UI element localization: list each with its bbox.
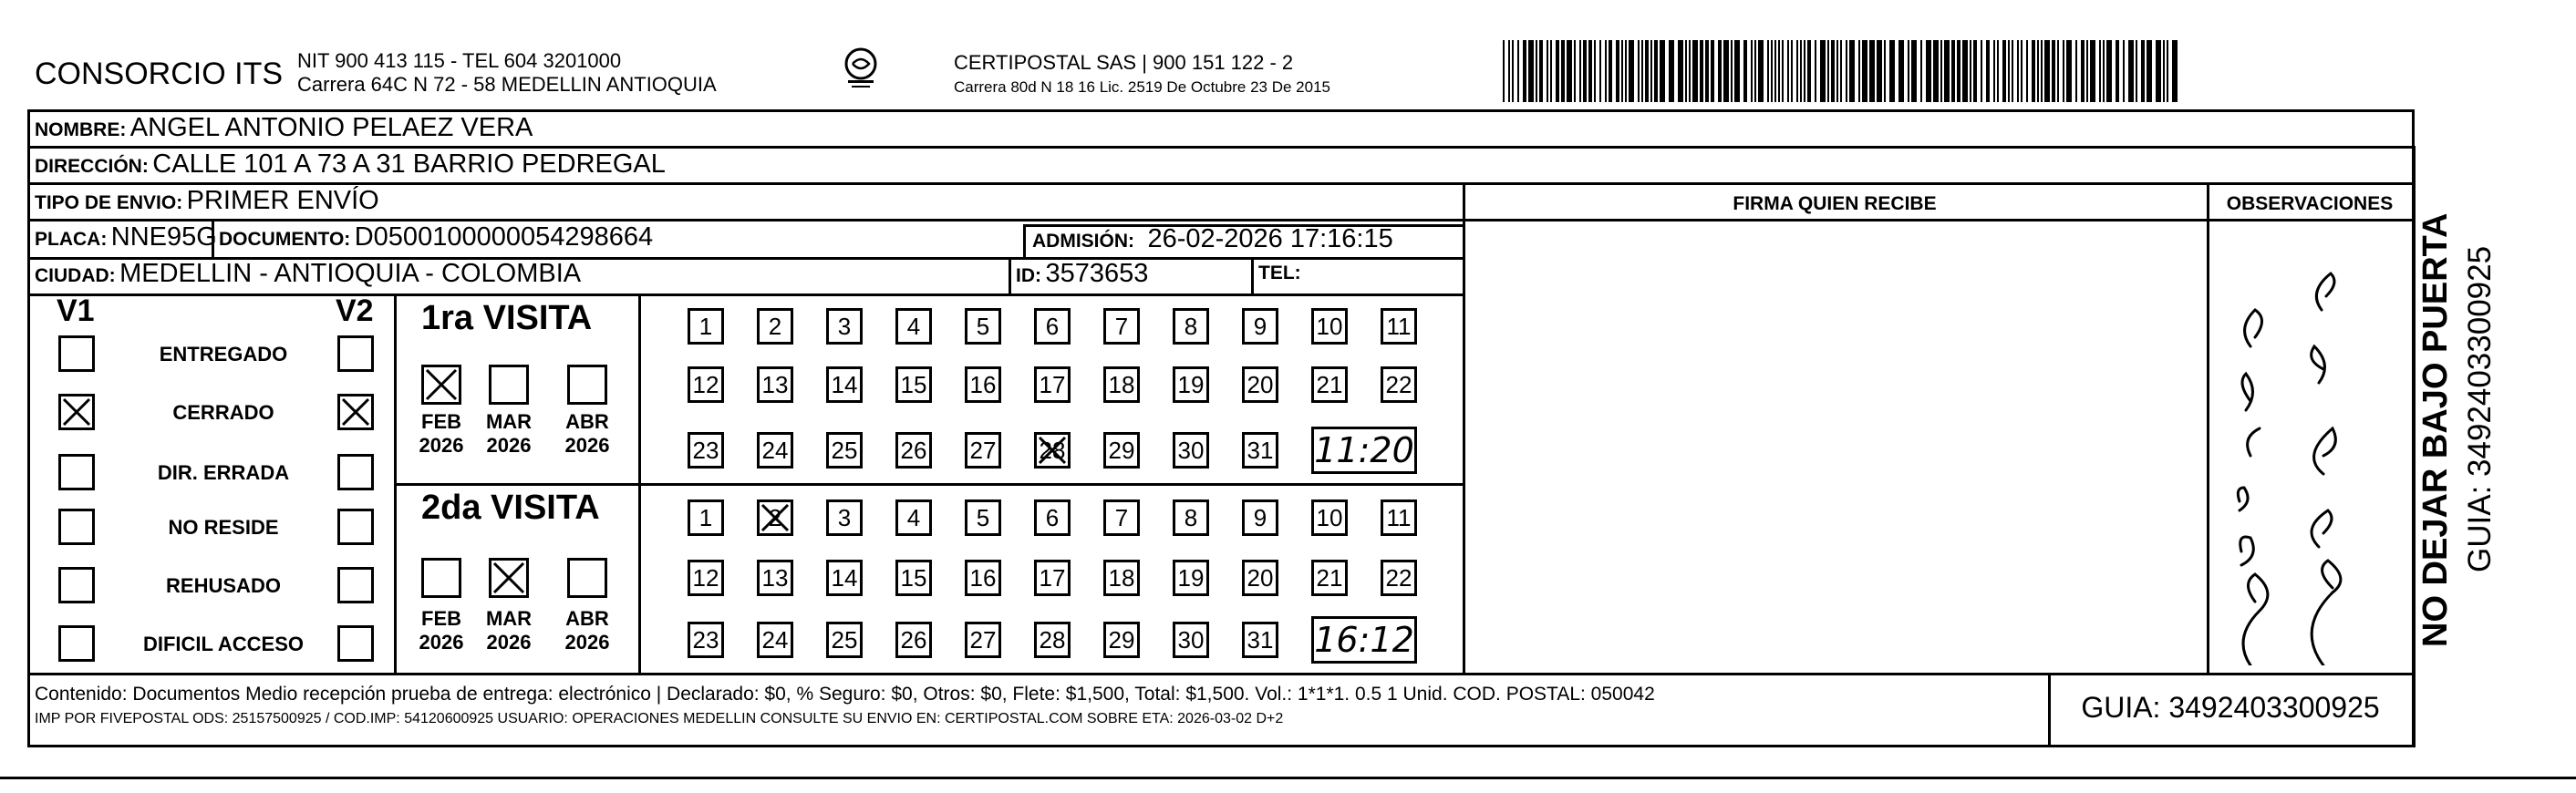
day-number: 11: [1386, 313, 1412, 340]
day-number: 13: [761, 371, 789, 398]
day-number: 31: [1247, 626, 1274, 654]
day-number: 6: [1045, 313, 1060, 340]
month-label: FEB: [421, 410, 461, 433]
firma-header: FIRMA QUIEN RECIBE: [1733, 193, 1937, 214]
status-label: DIR. ERRADA: [157, 461, 290, 484]
handwritten-signature: [2214, 237, 2407, 670]
company-name: CONSORCIO ITS: [35, 57, 284, 91]
day-box[interactable]: [895, 308, 932, 345]
admision-label: ADMISIÓN:: [1032, 231, 1134, 252]
day-box[interactable]: [1034, 622, 1071, 658]
certipostal-logo-icon: [835, 46, 886, 97]
id-cell: [1016, 259, 1148, 289]
visit2-title: 2da VISITA: [421, 489, 600, 527]
direccion-row: [35, 149, 666, 180]
day-number: 4: [906, 313, 921, 340]
day-box[interactable]: [1103, 308, 1140, 345]
day-number: 15: [900, 371, 927, 398]
barcode-icon: [1503, 40, 2179, 102]
day-number: 27: [969, 437, 997, 464]
day-box[interactable]: [965, 560, 1001, 596]
v2-checkbox[interactable]: [337, 509, 374, 545]
day-number: 16: [969, 564, 997, 592]
day-number: 12: [692, 564, 719, 592]
day-box[interactable]: [1242, 308, 1278, 345]
month-checkbox[interactable]: [421, 365, 461, 405]
day-number: 22: [1385, 564, 1412, 592]
courier-name: CERTIPOSTAL SAS | 900 151 122 - 2: [954, 51, 1294, 74]
day-box[interactable]: [688, 560, 724, 596]
day-number: 18: [1108, 564, 1135, 592]
status-label: NO RESIDE: [168, 516, 279, 539]
day-number: 22: [1385, 371, 1412, 398]
day-number: 7: [1114, 504, 1129, 531]
day-number: 14: [831, 371, 858, 398]
day-box[interactable]: [688, 432, 724, 469]
day-box[interactable]: [1381, 499, 1417, 536]
v2-checkbox[interactable]: [337, 394, 374, 430]
day-box[interactable]: [757, 622, 793, 658]
day-box[interactable]: [1103, 560, 1140, 596]
month-label: MAR: [485, 410, 533, 433]
day-box[interactable]: [1311, 499, 1348, 536]
x-mark-icon: [760, 502, 791, 533]
day-box[interactable]: [826, 366, 863, 403]
nombre-label: NOMBRE:: [35, 119, 127, 140]
side-guia: GUIA: 3492403300925: [2462, 245, 2498, 572]
day-box[interactable]: [1103, 499, 1140, 536]
month-checkbox[interactable]: [421, 558, 461, 598]
day-box[interactable]: [757, 366, 793, 403]
day-box[interactable]: [965, 499, 1001, 536]
day-number: 26: [900, 437, 927, 464]
day-number: 9: [1253, 504, 1267, 531]
day-number: 25: [831, 626, 858, 654]
v1-checkbox[interactable]: [58, 625, 95, 662]
v1-checkbox[interactable]: [58, 335, 95, 372]
day-box[interactable]: [688, 622, 724, 658]
day-box[interactable]: [1034, 499, 1071, 536]
day-number: 25: [831, 437, 858, 464]
x-mark-icon: [491, 561, 526, 595]
v2-checkbox[interactable]: [337, 625, 374, 662]
day-number: 6: [1045, 504, 1060, 531]
day-box[interactable]: [826, 622, 863, 658]
day-box[interactable]: [1173, 560, 1209, 596]
day-box[interactable]: [895, 622, 932, 658]
day-box[interactable]: [1034, 432, 1071, 469]
month-year: 2026: [486, 434, 532, 457]
documento-cell: [219, 222, 653, 252]
day-box[interactable]: [1173, 622, 1209, 658]
v2-checkbox[interactable]: [337, 335, 374, 372]
day-number: 27: [969, 626, 997, 654]
day-number: 10: [1316, 313, 1343, 340]
day-number: 24: [761, 437, 789, 464]
time-box[interactable]: 11:20: [1311, 427, 1417, 474]
day-box[interactable]: [688, 308, 724, 345]
day-box[interactable]: [688, 499, 724, 536]
day-box[interactable]: [1173, 308, 1209, 345]
day-number: 26: [900, 626, 927, 654]
x-mark-icon: [424, 367, 459, 402]
x-mark-icon: [1037, 435, 1068, 466]
day-box[interactable]: [1103, 432, 1140, 469]
documento-value: D0500100000054298664: [354, 222, 654, 252]
day-number: 2: [768, 504, 782, 531]
month-year: 2026: [419, 631, 464, 654]
day-box[interactable]: [757, 432, 793, 469]
nombre-row: [35, 113, 533, 143]
day-box[interactable]: [1173, 499, 1209, 536]
month-checkbox[interactable]: [489, 558, 529, 598]
day-box[interactable]: [1034, 366, 1071, 403]
v1-checkbox[interactable]: [58, 567, 95, 603]
month-label: FEB: [421, 607, 461, 630]
status-label: DIFICIL ACCESO: [142, 633, 304, 655]
v1-checkbox[interactable]: [58, 394, 95, 430]
direccion-label: DIRECCIÓN:: [35, 156, 149, 177]
tel-label: TEL:: [1258, 263, 1301, 283]
ciudad-label: CIUDAD:: [35, 265, 116, 286]
day-box[interactable]: [1034, 308, 1071, 345]
day-box[interactable]: [826, 560, 863, 596]
admision-cell: [1032, 224, 1393, 254]
day-number: 10: [1316, 504, 1343, 531]
day-box[interactable]: [757, 499, 793, 536]
month-label: ABR: [565, 410, 609, 433]
status-label: REHUSADO: [166, 574, 281, 597]
day-number: 5: [976, 313, 990, 340]
direccion-value: CALLE 101 A 73 A 31 BARRIO PEDREGAL: [152, 149, 666, 179]
day-box[interactable]: [757, 308, 793, 345]
day-box[interactable]: [895, 499, 932, 536]
day-box[interactable]: [895, 432, 932, 469]
day-number: 5: [976, 504, 990, 531]
placa-value: NNE95G: [110, 222, 217, 252]
day-number: 15: [900, 564, 927, 592]
day-number: 3: [837, 313, 852, 340]
day-box[interactable]: [1311, 366, 1348, 403]
status-label: CERRADO: [172, 401, 274, 424]
day-box[interactable]: [1242, 499, 1278, 536]
day-box[interactable]: [1311, 560, 1348, 596]
courier-license: Carrera 80d N 18 16 Lic. 2519 De Octubre 23 De 2015: [954, 78, 1330, 96]
month-label: MAR: [485, 607, 533, 630]
day-box[interactable]: [757, 560, 793, 596]
contenido-text: Contenido: Documentos Medio recepción prueba de entrega: electrónico | Declarado: $0, % Seguro: $0, Otros: $0, Flete: $1,500, Total: $1,500. Vol.: 1*1*1. 0.5 1 Unid. COD. POSTAL: 050042: [35, 684, 1655, 705]
day-number: 18: [1108, 371, 1135, 398]
visit1-title: 1ra VISITA: [421, 299, 593, 337]
day-box[interactable]: [895, 366, 932, 403]
side-notice: NO DEJAR BAJO PUERTA: [2416, 212, 2455, 647]
day-number: 28: [1039, 437, 1066, 464]
day-box[interactable]: [1381, 560, 1417, 596]
day-number: 20: [1247, 371, 1274, 398]
x-mark-icon: [340, 396, 371, 427]
day-box[interactable]: [1242, 622, 1278, 658]
day-number: 13: [761, 564, 789, 592]
month-year: 2026: [564, 631, 610, 654]
day-number: 8: [1184, 313, 1198, 340]
certipostal-logo: [835, 46, 886, 101]
day-number: 12: [692, 371, 719, 398]
day-number: 23: [692, 437, 719, 464]
observaciones-header: OBSERVACIONES: [2226, 193, 2394, 214]
v2-checkbox[interactable]: [337, 454, 374, 490]
day-box[interactable]: [1103, 366, 1140, 403]
month-year: 2026: [564, 434, 610, 457]
month-year: 2026: [486, 631, 532, 654]
month-checkbox[interactable]: [567, 558, 607, 598]
day-box[interactable]: [965, 622, 1001, 658]
day-number: 19: [1177, 564, 1205, 592]
day-box[interactable]: [1173, 432, 1209, 469]
time-box[interactable]: 16:12: [1311, 616, 1417, 664]
day-number: 1: [698, 504, 713, 531]
day-number: 11: [1386, 504, 1412, 531]
day-number: 28: [1039, 626, 1066, 654]
admision-value: 26-02-2026 17:16:15: [1147, 224, 1393, 253]
ciudad-cell: [35, 259, 581, 289]
day-box[interactable]: [1103, 622, 1140, 658]
day-number: 20: [1247, 564, 1274, 592]
handwriting-icon: [2214, 237, 2407, 665]
day-number: 17: [1039, 564, 1066, 592]
day-box[interactable]: [826, 432, 863, 469]
day-number: 9: [1253, 313, 1267, 340]
day-number: 30: [1177, 437, 1205, 464]
day-box[interactable]: [1381, 308, 1417, 345]
status-label: ENTREGADO: [159, 343, 288, 366]
placa-cell: [35, 222, 217, 252]
day-number: 19: [1177, 371, 1205, 398]
day-number: 23: [692, 626, 719, 654]
month-checkbox[interactable]: [567, 365, 607, 405]
day-box[interactable]: [1242, 560, 1278, 596]
day-box[interactable]: [1242, 432, 1278, 469]
day-number: 14: [831, 564, 858, 592]
barcode: [1503, 40, 2179, 107]
tel-cell: [1258, 263, 1301, 284]
tipo-envio-label: TIPO DE ENVIO:: [35, 192, 183, 213]
day-number: 24: [761, 626, 789, 654]
tipo-envio-value: PRIMER ENVÍO: [186, 186, 379, 215]
v1-checkbox[interactable]: [58, 509, 95, 545]
v1-checkbox[interactable]: [58, 454, 95, 490]
month-year: 2026: [419, 434, 464, 457]
company-nit-tel: NIT 900 413 115 - TEL 604 3201000: [297, 49, 622, 72]
day-number: 7: [1114, 313, 1129, 340]
day-box[interactable]: [1034, 560, 1071, 596]
month-checkbox[interactable]: [489, 365, 529, 405]
day-number: 3: [837, 504, 852, 531]
documento-label: DOCUMENTO:: [219, 229, 351, 250]
day-box[interactable]: [965, 432, 1001, 469]
day-number: 16: [969, 371, 997, 398]
day-number: 1: [698, 313, 713, 340]
day-number: 2: [768, 313, 782, 340]
day-box[interactable]: [965, 366, 1001, 403]
id-label: ID:: [1016, 265, 1041, 286]
day-number: 21: [1316, 371, 1343, 398]
day-box[interactable]: [826, 499, 863, 536]
day-number: 17: [1039, 371, 1066, 398]
v1-header: V1: [57, 294, 95, 328]
ciudad-value: MEDELLIN - ANTIOQUIA - COLOMBIA: [119, 259, 582, 288]
day-box[interactable]: [1381, 366, 1417, 403]
day-box[interactable]: [895, 560, 932, 596]
day-box[interactable]: [826, 308, 863, 345]
day-number: 4: [906, 504, 921, 531]
placa-label: PLACA:: [35, 229, 108, 250]
id-value: 3573653: [1045, 259, 1149, 288]
company-address: Carrera 64C N 72 - 58 MEDELLIN ANTIOQUIA: [297, 73, 717, 96]
day-number: 8: [1184, 504, 1198, 531]
day-box[interactable]: [965, 308, 1001, 345]
tipo-envio-row: [35, 186, 379, 216]
month-label: ABR: [565, 607, 609, 630]
footer-guia: GUIA: 3492403300925: [2081, 691, 2380, 724]
nombre-value: ANGEL ANTONIO PELAEZ VERA: [129, 113, 533, 142]
day-number: 31: [1247, 437, 1274, 464]
day-number: 21: [1316, 564, 1343, 592]
day-number: 29: [1108, 626, 1135, 654]
imp-text: IMP POR FIVEPOSTAL ODS: 25157500925 / COD.IMP: 54120600925 USUARIO: OPERACIONES MEDELLIN CONSULTE SU ENVIO EN: CERTIPOSTAL.COM SOBRE ETA: 2026-03-02 D+2: [35, 711, 1284, 726]
day-box[interactable]: [688, 366, 724, 403]
day-box[interactable]: [1311, 308, 1348, 345]
v2-checkbox[interactable]: [337, 567, 374, 603]
day-number: 30: [1177, 626, 1205, 654]
x-mark-icon: [61, 396, 92, 427]
day-number: 29: [1108, 437, 1135, 464]
day-box[interactable]: [1242, 366, 1278, 403]
day-box[interactable]: [1173, 366, 1209, 403]
v2-header: V2: [336, 294, 374, 328]
